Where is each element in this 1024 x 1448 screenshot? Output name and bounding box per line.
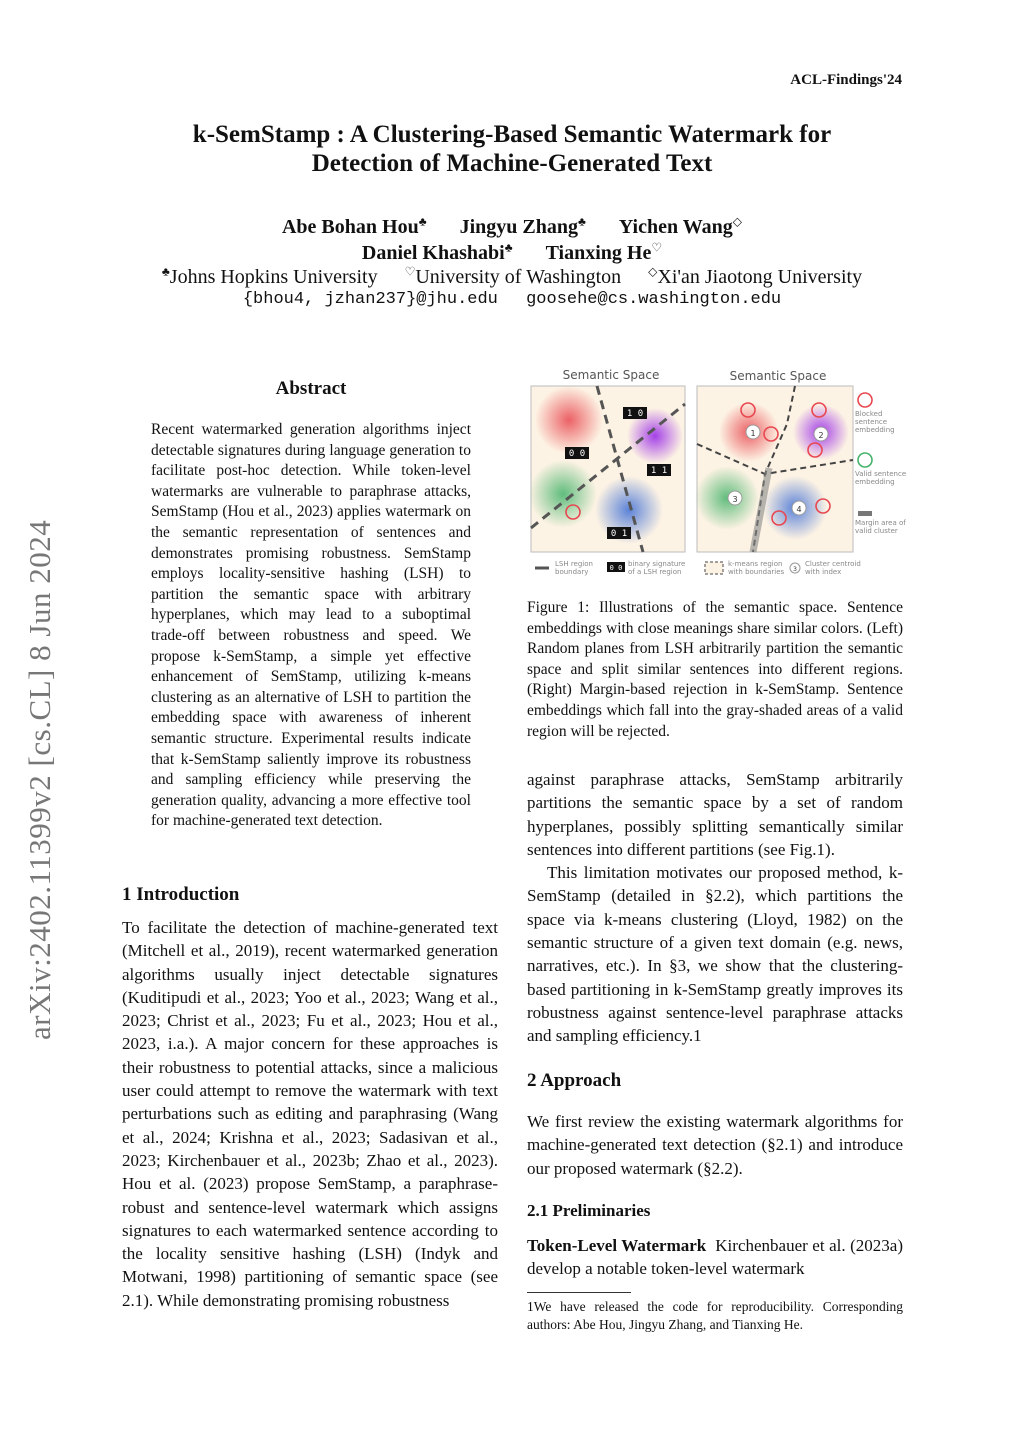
legend-blocked [855,410,907,440]
paragraph-2: This limitation motivates our proposed method, k-SemStamp (detailed in §2.2), which partitions the space via k-means clustering (Lloyd, 1982) on the semantic structure of a given text domain (e.g. news, narratives, etc.). In §3, we show that the clustering-based partitioning in k-SemStamp greatly improves its robustness against sentence-level paraphrase attacks and sampling efficiency.1 [527,863,903,1046]
affiliations: ♣Johns Hopkins University ♡University of Washington ◇Xi'an Jiaotong University [161,264,863,288]
right-column-text [527,768,903,1048]
legend-blocked-text: Blocked sentence embedding [855,410,895,434]
footnote-rule [527,1292,631,1293]
semantic-space-diagram [525,364,907,584]
approach-text: We first review the existing watermark algorithms for machine-generated text detection (§2.1) and introduce our proposed watermark (§2.2). [527,1112,903,1178]
author-row-1: Abe Bohan Hou♣ Jingyu Zhang♣ Yichen Wang◇ [281,214,742,238]
affiliation-uw: University of Washington [415,265,622,288]
red-cluster-blob [535,386,603,454]
legend-blocked-icon [858,393,872,407]
centroid-label-4: 4 [796,505,802,514]
legend-lsh-text: LSH region boundary [555,560,593,576]
signature-code-2: 0 0 [568,449,586,459]
signature-code-4: 0 1 [610,529,628,539]
author-wang: Yichen Wang [618,215,733,238]
token-level-text: Kirchenbauer et al. (2023a) develop a notable token-level watermark [527,1236,903,1279]
legend-kmeans-swatch [705,562,723,574]
paper-title [0,120,1024,178]
centroid-label-2: 2 [818,431,824,440]
emails [0,290,1024,309]
arxiv-identifier: arXiv:2402.11399v2 [cs.CL] 8 Jun 2024 [22,519,57,1040]
legend-centroid-index: 3 [793,566,797,573]
figure-1 [525,364,907,584]
preliminaries-heading: 2.1 Preliminaries [527,1201,651,1220]
token-level-paragraph [527,1234,903,1281]
paragraph-1: against paraphrase attacks, SemStamp arbitrarily partitions the semantic space by a set of random hyperplanes, possibly splitting semantically similar sentences into different partitions (see Fig.1). [527,770,903,859]
abstract-heading: Abstract [275,378,347,399]
legend-signature [628,560,694,582]
legend-margin [855,519,907,549]
left-panel-title: Semantic Space [562,368,660,382]
author-he: Tianxing He [545,241,652,264]
author-row-2: Daniel Khashabi♣ Tianxing He♡ [361,240,663,264]
legend-centroid [805,560,875,582]
author-zhang: Jingyu Zhang [459,215,578,238]
approach-heading: 2 Approach [527,1070,622,1091]
legend-signature-text: binary signature of a LSH region [628,560,686,576]
affiliation-xjtu: Xi'an Jiaotong University [657,265,863,288]
legend-kmeans-text: k-means region with boundaries [728,560,785,576]
author-hou: Abe Bohan Hou [281,215,419,238]
legend-kmeans [728,560,790,582]
right-panel-title: Semantic Space [729,369,827,383]
legend-margin-swatch [858,511,872,516]
figure-caption: Figure 1: Illustrations of the semantic space. Sentence embeddings with close meanings share similar colors. (Left) Random planes from LSH arbitrarily partition the semantic space and split similar sentences into different regions. (Right) Margin-based rejection in k-SemStamp. Sentence embeddings which fall into the gray-shaded areas of a valid region will be rejected. [527,599,903,740]
abstract-text: Recent watermarked generation algorithms inject detectable signatures during language generation to facilitate post-hoc detection. While token-level watermarks are vulnerable to paraphrase attacks, SemStamp (Hou et al., 2023) applies watermark on the semantic representation of sentences and demonstrates promising robustness. SemStamp employs locality-sensitive hashing (LSH) to partition the semantic space with arbitrary hyperplanes, which may lead to a suboptimal trade-off between robustness and speed. We propose k-SemStamp, a simple yet effective enhancement of SemStamp, utilizing k-means clustering as an alternative of LSH to partition the embedding space with awareness of inherent semantic structure. Experimental results indicate that k-SemStamp saliently improve its robustness and sampling efficiency while preserving the generation quality, advancing a more effective tool for machine-generated text detection. [151,421,471,830]
title-line-2: Detection of Machine-Generated Text [311,150,713,177]
signature-code-3: 1 1 [650,466,668,476]
email-uw[interactable]: goosehe@cs.washington.edu [526,290,782,309]
author-khashabi: Daniel Khashabi [361,241,505,264]
legend-signature-code: 0 0 [609,564,623,572]
legend-valid-icon [858,453,872,467]
venue-label: ACL-Findings'24 [790,72,902,88]
footnote: 1We have released the code for reproducibility. Corresponding authors: Abe Hou, Jingyu Zhang, and Tianxing He. [527,1299,903,1332]
signature-code-1: 1 0 [626,409,644,419]
token-level-heading: Token-Level Watermark [527,1236,707,1255]
legend-valid [855,470,907,500]
email-jhu[interactable]: {bhou4, jzhan237}@jhu.edu [242,290,498,309]
intro-text: To facilitate the detection of machine-generated text (Mitchell et al., 2019), recent watermarked generation algorithms usually inject detectable signatures (Kuditipudi et al., 2023; Yoo et al., 2023; Wang et al., 2023; Christ et al., 2023; Fu et al., 2023; Hou et al., 2023, i.a.). A major concern for these approaches is their robustness to potential attacks, since a malicious user could attempt to remove the watermark with text perturbations such as editing and paraphrasing (Wang et al., 2024; Krishna et al., 2023; Sadasivan et al., 2023; Kirchenbauer et al., 2023b; Zhao et al., 2023). Hou et al. (2023) propose SemStamp, a paraphrase-robust and sentence-level watermark which assigns signatures to each watermarked sentence according to the locality sensitive hashing (LSH) (Indyk and Motwani, 1998) partitioning of semantic space (see 2.1). While demonstrating promising robustness [122,918,498,1310]
legend-valid-text: Valid sentence embedding [855,470,907,486]
intro-heading: 1 Introduction [122,884,240,905]
legend-centroid-text: Cluster centroid with index [805,560,861,576]
green-cluster-blob [695,466,759,530]
title-line-1: k-SemStamp : A Clustering-Based Semantic Watermark for [192,121,832,148]
legend-margin-text: Margin area of valid cluster [855,519,906,535]
green-cluster-blob [529,460,597,528]
affiliation-jhu: Johns Hopkins University [169,265,378,288]
centroid-label-3: 3 [732,495,738,504]
centroid-label-1: 1 [750,429,756,438]
